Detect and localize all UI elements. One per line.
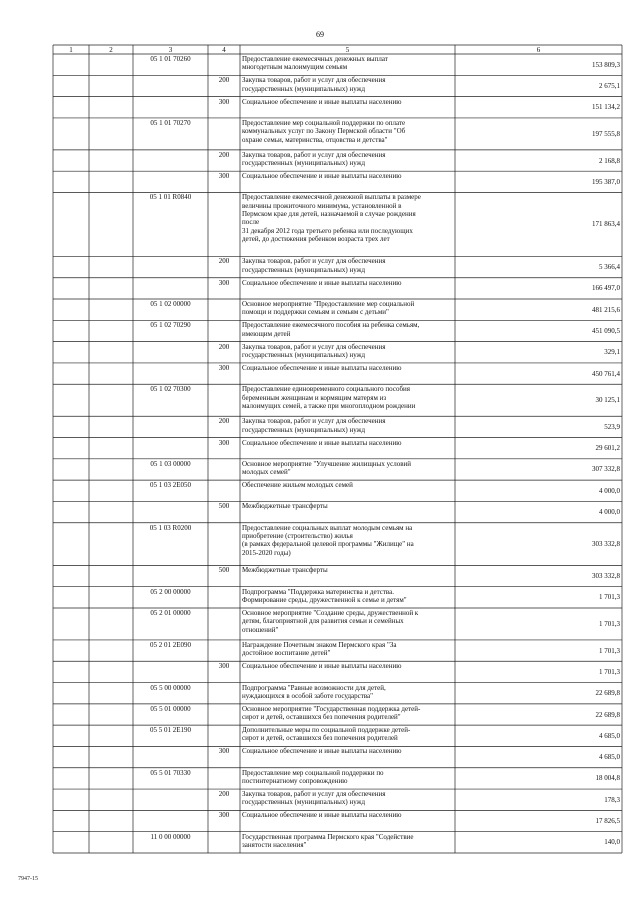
row-amount: 329,1 [604,348,620,357]
row-code: 05 1 01 R0840 [149,193,192,202]
row-name [242,364,453,384]
row-code: 05 1 02 00000 [150,300,191,309]
row-amount: 1 701,3 [599,646,620,655]
row-name [242,76,453,96]
row-amount: 22 689,8 [595,689,620,698]
row-name-line: имеющим детей [242,329,291,338]
row-name-line: 31 декабря 2012 года третьего ребенка или последующих [242,226,413,235]
row-amount: 450 761,4 [592,369,620,378]
row-expense-type: 200 [218,417,230,426]
row-name [242,343,453,363]
row-amount: 166 497,0 [592,284,620,293]
row-name-line: государственных (муниципальных) нужд [242,265,366,274]
footer-code: 7947-15 [18,876,38,882]
row-name-line: Социальное обеспечение и иные выплаты населению [242,363,402,372]
row-name [242,833,453,853]
row-amount: 307 332,8 [592,465,620,474]
row-name [242,747,453,767]
row-name [242,321,453,341]
row-name [242,609,453,640]
row-name [242,502,453,522]
row-name-line: детям, благоприятной для развития семьи и семейных [242,617,404,626]
row-amount: 303 332,8 [592,572,620,580]
row-name-line: Основное мероприятие "Создание среды, дружественной к [242,608,419,617]
row-expense-type: 300 [218,363,230,372]
row-amount: 2 675,1 [599,81,620,90]
row-name-line: Социальное обеспечение и иные выплаты населению [242,811,402,820]
row-name-line: Основное мероприятие "Предоставление мер социальной [242,300,415,309]
row-amount: 1 701,3 [599,593,620,602]
row-name-line: сирот и детей, оставшихся без попечения родителей" [242,713,401,722]
row-name-line: Социальное обеспечение и иные выплаты населению [242,97,402,106]
row-name-line: государственных (муниципальных) нужд [242,425,366,434]
row-name [242,257,453,277]
row-name [242,279,453,299]
row-name [242,55,453,75]
row-amount: 451 090,5 [592,326,620,335]
row-code: 05 2 01 00000 [150,608,191,617]
row-name-line: Закупка товаров, работ и услуг для обеспечения [242,342,386,351]
row-name-line: Предоставление ежемесячных денежных выплат [242,55,388,63]
row-name-line: государственных (муниципальных) нужд [242,350,366,359]
row-name-line: Награждение Почетным знаком Пермского края "За [242,640,397,649]
page-number: 69 [316,30,324,39]
row-amount: 523,9 [604,422,620,431]
row-name [242,662,453,682]
row-name-line: нуждающихся в особой заботе государства" [242,691,374,700]
row-code: 05 1 02 70290 [150,321,191,330]
row-name-line: беременным женщинам и кормящим матерям из [242,393,387,402]
row-code: 05 1 03 2Е050 [149,481,192,490]
row-code: 05 5 00 00000 [150,683,191,692]
row-name-line: 2015-2020 годы) [242,548,291,557]
row-amount: 481 215,6 [592,305,620,314]
row-code: 11 0 00 00000 [150,832,191,841]
column-header-3: 3 [168,46,173,54]
row-expense-type: 300 [218,438,230,447]
row-name-line: Закупка товаров, работ и услуг для обеспечения [242,790,386,799]
row-amount: 5 366,4 [599,263,620,272]
row-amount: 4 685,0 [599,753,620,762]
row-name [242,790,453,810]
row-name [242,460,453,480]
row-amount: 151 134,2 [592,103,620,112]
row-name-line: детей, до достижения ребенком возраста трех лет [242,234,390,243]
row-amount: 171 863,4 [592,220,620,229]
row-name-line: Предоставление ежемесячного пособия на ребенка семьям, [242,321,420,330]
row-expense-type: 300 [218,97,230,106]
row-name-line: Предоставление единовременного социального пособия [242,385,410,394]
row-expense-type: 500 [218,502,230,511]
row-amount: 17 826,5 [595,817,620,826]
row-name-line: Закупка товаров, работ и услуг для обеспечения [242,150,386,159]
row-name-line: Закупка товаров, работ и услуг для обеспечения [242,417,386,426]
row-expense-type: 200 [218,790,230,799]
row-expense-type: 500 [218,566,230,575]
row-amount: 22 689,8 [595,710,620,719]
row-name-line: после [242,218,260,227]
row-name-line: Социальное обеспечение и иные выплаты населению [242,747,402,756]
row-expense-type: 300 [218,662,230,671]
column-header-4: 4 [222,46,226,54]
row-name-line: Предоставление мер социальной поддержки по оплате [242,118,406,127]
row-name-line: охране семьи, материнства, отцовства и детства" [242,135,388,144]
row-name-line: Пермском крае для детей, назначаемой в случае рождения [242,210,416,219]
row-name-line: величины прожиточного минимума, установленной в [242,201,402,210]
row-amount: 4 000,0 [599,486,620,495]
row-name-line: Подпрограмма "Равные возможности для детей, [242,683,386,692]
row-name-line: достойное воспитание детей" [242,649,331,658]
row-expense-type: 200 [218,76,230,85]
row-amount: 195 387,0 [592,177,620,186]
row-amount: 1 701,3 [599,619,620,628]
row-code: 05 1 01 70270 [150,118,191,127]
row-code: 05 2 01 2Е090 [149,640,192,649]
row-name-line: Подпрограмма "Поддержка материнства и детства. [242,587,394,596]
row-code: 05 1 02 70300 [150,385,191,394]
row-name-line: Формирование среды, дружественной к семье и детям" [242,595,407,604]
row-amount: 29 601,2 [595,444,620,453]
row-amount: 4 000,0 [599,508,620,517]
row-expense-type: 300 [218,747,230,756]
row-name [242,769,453,789]
row-amount: 140,0 [604,838,620,847]
row-amount: 1 701,3 [599,667,620,676]
row-name [242,193,453,256]
row-amount: 178,3 [604,795,620,804]
row-name [242,98,453,118]
row-code: 05 5 01 00000 [150,704,191,713]
row-name-line: государственных (муниципальных) нужд [242,84,366,93]
row-name-line: Закупка товаров, работ и услуг для обеспечения [242,76,386,85]
row-amount: 303 332,8 [592,540,620,549]
row-name-line: Межбюджетные трансферты [242,566,328,575]
row-amount: 153 809,3 [592,60,620,69]
row-name [242,726,453,746]
row-name-line: государственных (муниципальных) нужд [242,159,366,168]
row-name-line: многодетным малоимущим семьям [242,63,348,72]
row-amount: 30 125,1 [595,396,620,405]
row-expense-type: 200 [218,257,230,266]
row-name-line: помощи и поддержки семьям и семьям с детьми" [242,308,389,317]
row-name-line: Дополнительные меры по социальной поддержке детей- [242,726,411,735]
row-name [242,417,453,437]
row-expense-type: 300 [218,172,230,181]
row-name [242,641,453,661]
row-code: 05 1 01 70260 [150,55,191,63]
row-name-line: Межбюджетные трансферты [242,502,328,511]
row-name-line: Обеспечение жильем молодых семей [242,481,353,490]
row-expense-type: 200 [218,150,230,159]
row-name [242,151,453,171]
row-code: 05 2 00 00000 [150,587,191,596]
row-code: 05 1 03 00000 [150,459,191,468]
row-name-line: государственных (муниципальных) нужд [242,798,366,807]
row-name-line: постинтернатному сопровождению [242,777,348,786]
row-name-line: Социальное обеспечение и иные выплаты населению [242,662,402,671]
row-name-line: Предоставление социальных выплат молодым семьям на [242,523,413,532]
column-header-5: 5 [345,46,350,54]
row-name-line: Основное мероприятие "Государственная поддержка детей- [242,704,421,713]
row-amount: 197 555,8 [592,129,620,138]
row-name [242,385,453,416]
column-header-2: 2 [109,46,113,54]
row-expense-type: 300 [218,278,230,287]
row-name-line: сирот и детей, оставшихся без попечения родителей [242,734,398,743]
row-amount: 18 004,8 [595,774,620,783]
row-name-line: (в рамках федеральной целевой программы "Жилище" на [242,540,414,549]
row-name-line: приобретение (строительство) жилья [242,532,353,541]
row-name [242,481,453,501]
row-name [242,439,453,459]
row-expense-type: 200 [218,342,230,351]
row-name-line: отношений" [242,625,279,634]
row-code: 05 5 01 2Е190 [149,726,192,735]
row-name-line: Социальное обеспечение и иные выплаты населению [242,172,402,181]
row-name-line: Государственная программа Пермского края "Содействие [242,832,414,841]
row-name-line: Социальное обеспечение и иные выплаты населению [242,438,402,447]
row-name [242,811,453,831]
row-name [242,300,453,320]
row-name [242,119,453,150]
row-name-line: занятости населения" [242,840,307,849]
row-name-line: молодых семей" [242,468,291,477]
column-header-1: 1 [69,46,73,54]
row-expense-type: 300 [218,811,230,820]
row-name [242,588,453,608]
row-code: 05 1 03 R0200 [149,523,192,532]
row-name-line: Основное мероприятие "Улучшение жилищных условий [242,459,412,468]
row-amount: 2 168,8 [599,156,620,165]
row-name-line: Закупка товаров, работ и услуг для обеспечения [242,257,386,266]
column-header-6: 6 [536,46,541,54]
row-name [242,566,453,586]
row-code: 05 5 01 70330 [150,768,191,777]
row-name-line: коммунальных услуг по Закону Пермской области "Об [242,127,406,136]
row-name-line: Социальное обеспечение и иные выплаты населению [242,278,402,287]
row-name-line: малоимущих семей, а также при многоплодном рождении [242,401,416,410]
row-name [242,684,453,704]
row-name [242,705,453,725]
row-name-line: Предоставление ежемесячной денежной выплаты в размере [242,193,421,202]
row-amount: 4 685,0 [599,731,620,740]
row-name-line: Предоставление мер социальной поддержки по [242,768,384,777]
row-name [242,172,453,192]
row-name [242,524,453,566]
